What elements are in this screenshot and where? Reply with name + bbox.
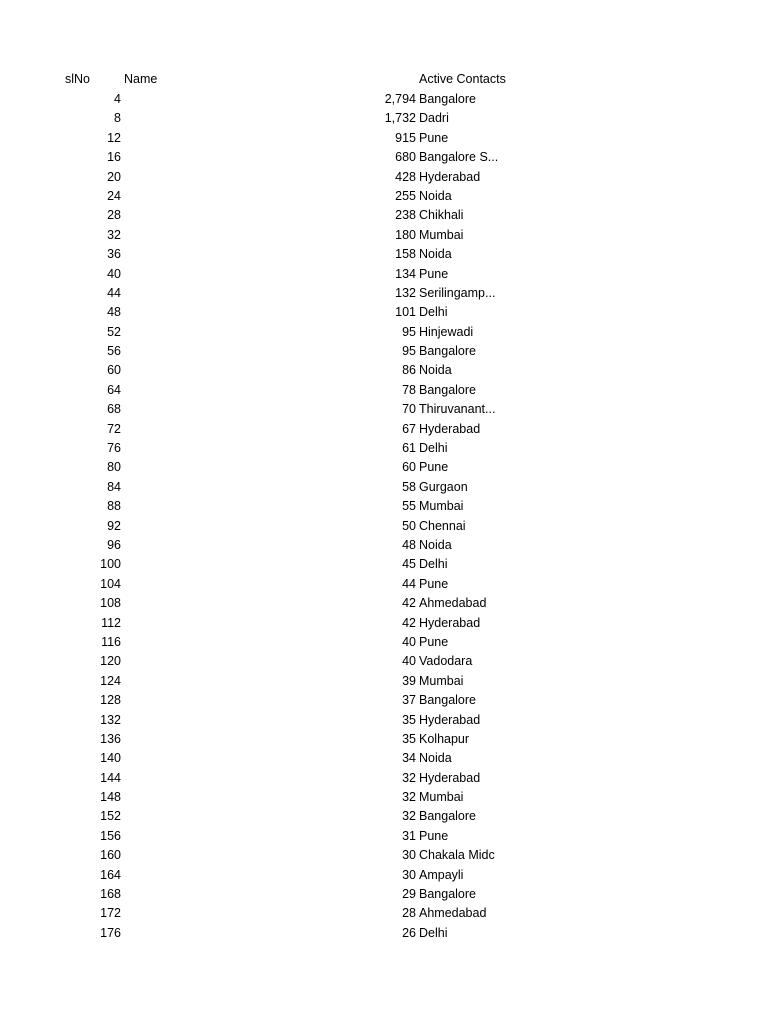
table-row [0,323,768,342]
cell-city: Mumbai [419,227,464,242]
cell-slno: 56 [107,344,121,359]
cell-city: Noida [419,751,452,766]
table-row [0,536,768,555]
table-row [0,672,768,691]
header-active-contacts: Active Contacts [419,72,506,86]
cell-slno: 156 [100,828,121,843]
cell-active-contacts: 32 [402,809,416,824]
cell-city: Delhi [419,557,448,572]
table-row [0,206,768,225]
cell-active-contacts: 39 [402,673,416,688]
table-row [0,904,768,923]
cell-slno: 92 [107,518,121,533]
cell-city: Vadodara [419,654,473,669]
table-row [0,614,768,633]
cell-slno: 140 [100,751,121,766]
cell-slno: 48 [107,305,121,320]
cell-slno: 64 [107,382,121,397]
table-row [0,555,768,574]
cell-active-contacts: 101 [395,305,416,320]
cell-slno: 124 [100,673,121,688]
cell-active-contacts: 32 [402,770,416,785]
cell-active-contacts: 70 [402,402,416,417]
cell-active-contacts: 428 [395,169,416,184]
table-row [0,517,768,536]
cell-active-contacts: 67 [402,421,416,436]
cell-slno: 84 [107,479,121,494]
cell-active-contacts: 58 [402,479,416,494]
cell-slno: 88 [107,499,121,514]
cell-city: Hinjewadi [419,324,474,339]
cell-active-contacts: 45 [402,557,416,572]
cell-city: Hyderabad [419,169,481,184]
cell-slno: 28 [107,208,121,223]
cell-slno: 116 [101,634,121,649]
table-row [0,633,768,652]
cell-active-contacts: 32 [402,790,416,805]
cell-city: Noida [419,537,452,552]
table-row [0,749,768,768]
table-row [0,420,768,439]
table-row [0,342,768,361]
cell-city: Noida [419,247,452,262]
table-row [0,866,768,885]
cell-city: Hyderabad [419,770,481,785]
cell-city: Chennai [419,518,466,533]
cell-city: Dadri [419,111,449,126]
cell-slno: 72 [107,421,121,436]
table-row [0,458,768,477]
cell-slno: 96 [107,537,121,552]
cell-city: Bangalore [419,809,476,824]
cell-active-contacts: 28 [402,906,416,921]
cell-slno: 80 [107,460,121,475]
cell-active-contacts: 61 [402,441,416,456]
cell-slno: 16 [107,150,121,165]
cell-slno: 160 [100,848,121,863]
table-row [0,439,768,458]
cell-active-contacts: 26 [402,925,416,940]
cell-city: Hyderabad [419,615,481,630]
cell-active-contacts: 238 [395,208,416,223]
cell-city: Bangalore [419,693,476,708]
cell-active-contacts: 48 [402,537,416,552]
cell-city: Ampayli [419,867,464,882]
table-row [0,691,768,710]
cell-city: Thiruvanant... [419,402,496,417]
table-row [0,846,768,865]
cell-city: Mumbai [419,790,464,805]
table-row [0,788,768,807]
cell-active-contacts: 180 [395,227,416,242]
cell-active-contacts: 915 [395,130,416,145]
cell-slno: 108 [100,596,121,611]
cell-city: Bangalore [419,92,476,106]
cell-slno: 76 [107,441,121,456]
cell-slno: 148 [100,790,121,805]
cell-active-contacts: 255 [395,188,416,203]
table-row [0,594,768,613]
cell-active-contacts: 30 [402,867,416,882]
cell-city: Noida [419,188,452,203]
cell-active-contacts: 680 [395,150,416,165]
table-row [0,478,768,497]
cell-slno: 144 [100,770,121,785]
cell-active-contacts: 31 [402,828,416,843]
cell-city: Pune [419,576,449,591]
cell-city: Mumbai [419,673,464,688]
cell-slno: 164 [100,867,121,882]
cell-active-contacts: 60 [402,460,416,475]
cell-city: Delhi [419,305,448,320]
cell-slno: 112 [101,615,121,630]
cell-slno: 12 [107,130,121,145]
cell-city: Gurgaon [419,479,468,494]
cell-slno: 24 [107,188,121,203]
cell-slno: 168 [100,887,121,902]
cell-slno: 136 [100,731,121,746]
cell-city: Pune [419,460,449,475]
table-row [0,827,768,846]
cell-active-contacts: 42 [402,596,416,611]
cell-city: Pune [419,266,449,281]
table-row [0,730,768,749]
cell-active-contacts: 2,794 [384,92,416,106]
cell-slno: 100 [100,557,121,572]
cell-slno: 52 [107,324,121,339]
cell-city: Bangalore [419,344,476,359]
table-row [0,361,768,380]
cell-active-contacts: 42 [402,615,416,630]
table-row [0,807,768,826]
table-row [0,652,768,671]
cell-city: Kolhapur [419,731,470,746]
cell-city: Delhi [419,441,448,456]
cell-active-contacts: 86 [402,363,416,378]
table-row [0,381,768,400]
cell-active-contacts: 50 [402,518,416,533]
cell-active-contacts: 78 [402,382,416,397]
cell-slno: 132 [100,712,121,727]
cell-city: Mumbai [419,499,464,514]
cell-city: Hyderabad [419,712,481,727]
cell-active-contacts: 30 [402,848,416,863]
cell-active-contacts: 40 [402,634,416,649]
table-row [0,575,768,594]
cell-active-contacts: 134 [395,266,416,281]
cell-city: Bangalore [419,887,476,902]
table-row [0,168,768,187]
cell-city: Chikhali [419,208,464,223]
cell-slno: 32 [107,227,121,242]
table-row [0,497,768,516]
cell-city: Bangalore [419,382,476,397]
cell-active-contacts: 35 [402,712,416,727]
cell-active-contacts: 29 [402,887,416,902]
cell-slno: 44 [107,285,121,300]
header-name: Name [124,72,158,86]
table-row [0,769,768,788]
cell-active-contacts: 132 [395,285,416,300]
cell-city: Serilingamp... [419,285,496,300]
table-row [0,924,768,943]
table-row [0,885,768,904]
table-row [0,711,768,730]
cell-slno: 8 [114,111,121,126]
cell-active-contacts: 1,732 [384,111,416,126]
cell-city: Delhi [419,925,448,940]
cell-slno: 40 [107,266,121,281]
cell-slno: 152 [100,809,121,824]
cell-city: Chakala Midc [419,848,495,863]
data-rows [0,90,768,943]
cell-slno: 104 [100,576,121,591]
table-row [0,109,768,128]
cell-slno: 128 [100,693,121,708]
cell-slno: 176 [100,925,121,940]
cell-active-contacts: 55 [402,499,416,514]
table-row [0,265,768,284]
cell-slno: 36 [107,247,121,262]
cell-active-contacts: 95 [402,344,416,359]
cell-city: Hyderabad [419,421,481,436]
table-row [0,187,768,206]
cell-slno: 4 [114,92,121,106]
cell-city: Noida [419,363,452,378]
cell-slno: 68 [107,402,121,417]
cell-active-contacts: 158 [395,247,416,262]
table-row [0,148,768,167]
cell-city: Pune [419,828,449,843]
cell-city: Bangalore S... [419,150,499,165]
table-row [0,400,768,419]
table-row [0,90,768,109]
cell-city: Pune [419,634,449,649]
cell-city: Ahmedabad [419,596,487,611]
table-row [0,226,768,245]
cell-city: Ahmedabad [419,906,487,921]
cell-active-contacts: 95 [402,324,416,339]
cell-active-contacts: 35 [402,731,416,746]
table-row [0,303,768,322]
cell-active-contacts: 34 [402,751,416,766]
table-row [0,284,768,303]
cell-slno: 20 [107,169,121,184]
cell-city: Pune [419,130,449,145]
cell-slno: 60 [107,363,121,378]
table-row [0,245,768,264]
cell-active-contacts: 37 [402,693,416,708]
cell-slno: 120 [100,654,121,669]
cell-slno: 172 [100,906,121,921]
cell-active-contacts: 44 [402,576,416,591]
header-slno: slNo [65,72,91,86]
table-row [0,129,768,148]
cell-active-contacts: 40 [402,654,416,669]
